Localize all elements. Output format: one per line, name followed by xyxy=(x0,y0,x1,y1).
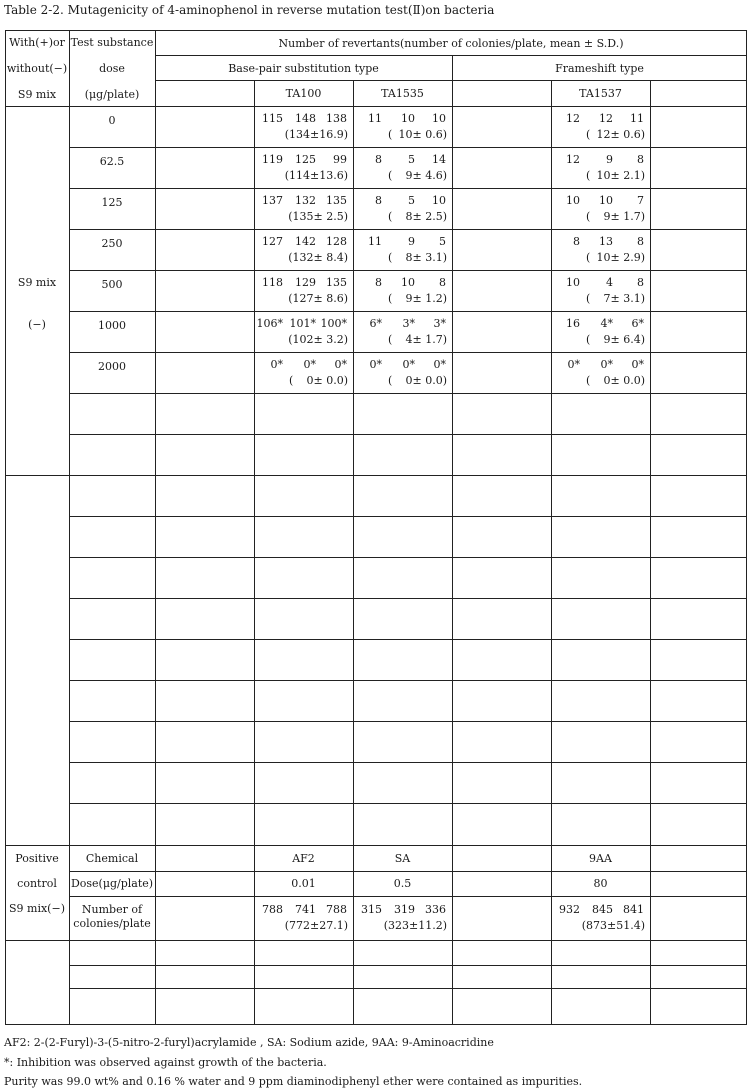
revertant-cell-value: 14 xyxy=(432,153,446,166)
revertant-cell-value: 6* xyxy=(631,317,644,330)
positive-colonies-value: 336 xyxy=(425,903,446,916)
revertant-cell-value: 0* xyxy=(600,358,613,371)
row-rule xyxy=(69,393,747,394)
positive-control-label: Positive xyxy=(15,852,59,865)
revertant-cell-value: 10 xyxy=(432,112,446,125)
revertant-cell-value: 132 xyxy=(295,194,316,207)
positive-dose: 80 xyxy=(593,877,608,890)
colonies-row-label: Number of xyxy=(81,903,143,916)
revertant-cell-value: 8 xyxy=(637,153,644,166)
revertant-cell-value: 4* xyxy=(600,317,613,330)
row-rule xyxy=(69,896,747,897)
revertant-cell-value: 100* xyxy=(320,317,347,330)
revertant-cell-value: 3* xyxy=(402,317,415,330)
table-caption: Table 2-2. Mutagenicity of 4-aminophenol in reverse mutation test(Ⅱ)on bacteria xyxy=(4,3,495,17)
positive-colonies-value: 932 xyxy=(559,903,580,916)
revertant-cell-value: 0* xyxy=(567,358,580,371)
row-rule xyxy=(5,30,747,31)
revertant-cell-value: 8 xyxy=(439,276,446,289)
revertant-cell-value: 13 xyxy=(599,235,613,248)
revertant-cell-value: 4 xyxy=(606,276,613,289)
dose-row-label: Dose(μg/plate) xyxy=(70,877,154,890)
revertant-cell-value: 10 xyxy=(432,194,446,207)
strain-header: TA100 xyxy=(285,87,322,100)
revertant-cell-value: 137 xyxy=(262,194,283,207)
dose-cell: 500 xyxy=(101,278,123,291)
s9-column-header: S9 mix xyxy=(17,88,57,101)
mutagenicity-table: With(+)or without(−) S9 mix Test substance dose (μg/plate) Number of revertants(number of colonies/plate, mean ± S.D.) Base-pair substitution type Frameshift type TA100 TA1535 TA1537 S9 mix (−) 0 115 148 138 (134±16.9) 11 10 10 ( 10± 0.6) 12 12 11 ( 12± 0.6) 62.5 119 125 99 (114±13.6) 8 5 14 ( 9± 4.6) 12 9 8 ( 10± 2.1) 125 137 132 135 (135± 2.5) 8 5 10 ( 8± 2.5) 10 10 7 ( 9± 1.7) 250 127 142 128 (132± 8.4) 11 9 5 ( 8± 3.1) 8 13 8 ( 10± 2.9) 500 118 129 135 (127± 8.6) 8 10 8 ( 9± 1.2) 10 4 8 ( 7± 3.1) 1000 106* 101* 100* (102± 3.2) 6* 3* 3* ( 4± 1.7) 16 4* 6* ( 9± 6.4) 2000 0* 0* 0* ( 0± 0.0) 0* 0* 0* ( 0± 0.0) 0* 0* 0* ( 0± 0.0) Positive control S9 mix(−) Chemical Dose(μg/plate) Number of colonies/plate AF2 SA 9AA 0.01 0.5 80 788 741 788 (772±27.1) 315 319 336 (323±11.2) 932 845 841 (873±51.4) xyxy=(5,30,747,1025)
chemical-row-label: Chemical xyxy=(85,852,139,865)
revertant-cell-value: 10 xyxy=(401,276,415,289)
strain-header: TA1535 xyxy=(381,87,424,100)
revertant-cell-value: 10 xyxy=(401,112,415,125)
frameshift-header: Frameshift type xyxy=(555,62,644,75)
positive-dose: 0.01 xyxy=(291,877,316,890)
dose-column-header: (μg/plate) xyxy=(84,88,140,101)
row-rule xyxy=(69,965,747,966)
positive-colonies-value: 841 xyxy=(623,903,644,916)
row-rule xyxy=(155,55,747,56)
row-rule xyxy=(69,188,747,189)
revertant-cell-value: 8 xyxy=(573,235,580,248)
column-rule xyxy=(650,80,651,106)
revertant-cell-value: 12 xyxy=(599,112,613,125)
column-rule xyxy=(155,106,156,1024)
dose-cell: 1000 xyxy=(98,319,126,332)
revertant-cell-value: 3* xyxy=(433,317,446,330)
positive-colonies-value: 319 xyxy=(394,903,415,916)
revertant-cell-value: 10 xyxy=(566,194,580,207)
revertants-header: Number of revertants(number of colonies/plate, mean ± S.D.) xyxy=(278,37,624,50)
dose-column-header: Test substance xyxy=(70,36,154,49)
revertant-cell-value: 0* xyxy=(402,358,415,371)
row-rule xyxy=(69,762,747,763)
column-rule xyxy=(452,106,453,1024)
row-rule xyxy=(69,598,747,599)
revertant-cell-value: 8 xyxy=(375,153,382,166)
revertant-cell-value: 127 xyxy=(262,235,283,248)
positive-colonies-value: 788 xyxy=(262,903,283,916)
revertant-cell-value: 8 xyxy=(375,276,382,289)
revertant-cell-value: 5 xyxy=(408,194,415,207)
revertant-cell-value: 0* xyxy=(303,358,316,371)
revertant-cell-value: 11 xyxy=(368,112,382,125)
dose-cell: 125 xyxy=(101,196,123,209)
row-rule xyxy=(69,721,747,722)
row-rule xyxy=(69,557,747,558)
positive-chemical: SA xyxy=(394,852,411,865)
positive-dose: 0.5 xyxy=(393,877,412,890)
positive-control-label: control xyxy=(17,877,57,890)
column-rule xyxy=(746,30,747,1025)
revertant-cell-value: 135 xyxy=(326,276,347,289)
row-rule xyxy=(5,940,747,941)
row-rule xyxy=(5,106,747,107)
positive-control-label: S9 mix(−) xyxy=(9,902,65,915)
revertant-cell-value: 129 xyxy=(295,276,316,289)
s9-mix-label: S9 mix xyxy=(17,276,57,289)
dose-column-header: dose xyxy=(99,62,125,75)
revertant-cell-value: 9 xyxy=(408,235,415,248)
row-rule xyxy=(5,845,747,846)
revertant-cell-value: 11 xyxy=(630,112,644,125)
revertant-cell-value: 125 xyxy=(295,153,316,166)
revertant-cell-value: 135 xyxy=(326,194,347,207)
revertant-cell-value: 12 xyxy=(566,153,580,166)
s9-mix-sign: (−) xyxy=(28,318,46,331)
revertant-cell-value: 138 xyxy=(326,112,347,125)
revertant-cell-value: 0* xyxy=(369,358,382,371)
revertant-cell-value: 148 xyxy=(295,112,316,125)
revertant-cell-value: 16 xyxy=(566,317,580,330)
positive-colonies-value: 315 xyxy=(361,903,382,916)
revertant-cell-value: 10 xyxy=(599,194,613,207)
dose-cell: 2000 xyxy=(98,360,126,373)
revertant-cell-value: 6* xyxy=(369,317,382,330)
strain-header: TA1537 xyxy=(579,87,622,100)
revertant-cell-value: 0* xyxy=(433,358,446,371)
revertant-cell-value: 119 xyxy=(262,153,283,166)
revertant-cell-value: 8 xyxy=(637,276,644,289)
revertant-cell-value: 118 xyxy=(262,276,283,289)
revertant-cell-value: 11 xyxy=(368,235,382,248)
revertant-cell-value: 99 xyxy=(333,153,347,166)
footnote: AF2: 2-(2-Furyl)-3-(5-nitro-2-furyl)acrylamide , SA: Sodium azide, 9AA: 9-Aminoacridine xyxy=(4,1036,494,1049)
positive-colonies-value: 788 xyxy=(326,903,347,916)
revertant-cell-value: 5 xyxy=(439,235,446,248)
revertant-cell-value: 12 xyxy=(566,112,580,125)
row-rule xyxy=(69,434,747,435)
row-rule xyxy=(69,352,747,353)
footnote: Purity was 99.0 wt% and 0.16 % water and 9 ppm diaminodiphenyl ether were contained as impurities. xyxy=(4,1075,583,1088)
revertant-cell-value: 9 xyxy=(606,153,613,166)
positive-colonies-value: 741 xyxy=(295,903,316,916)
footnote: *: Inhibition was observed against growth of the bacteria. xyxy=(4,1056,327,1069)
revertant-cell-value: 8 xyxy=(637,235,644,248)
colonies-row-label: colonies/plate xyxy=(73,917,151,930)
s9-column-header: With(+)or xyxy=(9,36,65,49)
base-pair-header: Base-pair substitution type xyxy=(228,62,379,75)
column-rule xyxy=(5,30,6,1025)
revertant-cell-value: 101* xyxy=(289,317,316,330)
revertant-cell-value: 0* xyxy=(270,358,283,371)
row-rule xyxy=(69,803,747,804)
row-rule xyxy=(5,1024,747,1025)
revertant-cell-value: 106* xyxy=(256,317,283,330)
revertant-cell-value: 142 xyxy=(295,235,316,248)
positive-chemical: AF2 xyxy=(292,852,315,865)
row-rule xyxy=(69,311,747,312)
positive-colonies-value: 845 xyxy=(592,903,613,916)
row-rule xyxy=(155,80,747,81)
row-rule xyxy=(69,639,747,640)
row-rule xyxy=(69,229,747,230)
dose-cell: 250 xyxy=(101,237,123,250)
revertant-cell-value: 7 xyxy=(637,194,644,207)
row-rule xyxy=(69,147,747,148)
positive-chemical: 9AA xyxy=(589,852,612,865)
row-rule xyxy=(69,871,747,872)
revertant-cell-value: 115 xyxy=(262,112,283,125)
revertant-cell-value: 10 xyxy=(566,276,580,289)
revertant-cell-value: 0* xyxy=(334,358,347,371)
revertant-cell-value: 5 xyxy=(408,153,415,166)
revertant-cell-value: 8 xyxy=(375,194,382,207)
dose-cell: 62.5 xyxy=(99,155,125,168)
row-rule xyxy=(69,680,747,681)
revertant-cell-value: 0* xyxy=(631,358,644,371)
revertant-cell-value: 128 xyxy=(326,235,347,248)
s9-column-header: without(−) xyxy=(6,62,68,75)
column-rule xyxy=(650,106,651,1024)
dose-cell: 0 xyxy=(108,114,116,127)
row-rule xyxy=(69,270,747,271)
row-rule xyxy=(5,475,747,476)
row-rule xyxy=(69,516,747,517)
row-rule xyxy=(69,988,747,989)
